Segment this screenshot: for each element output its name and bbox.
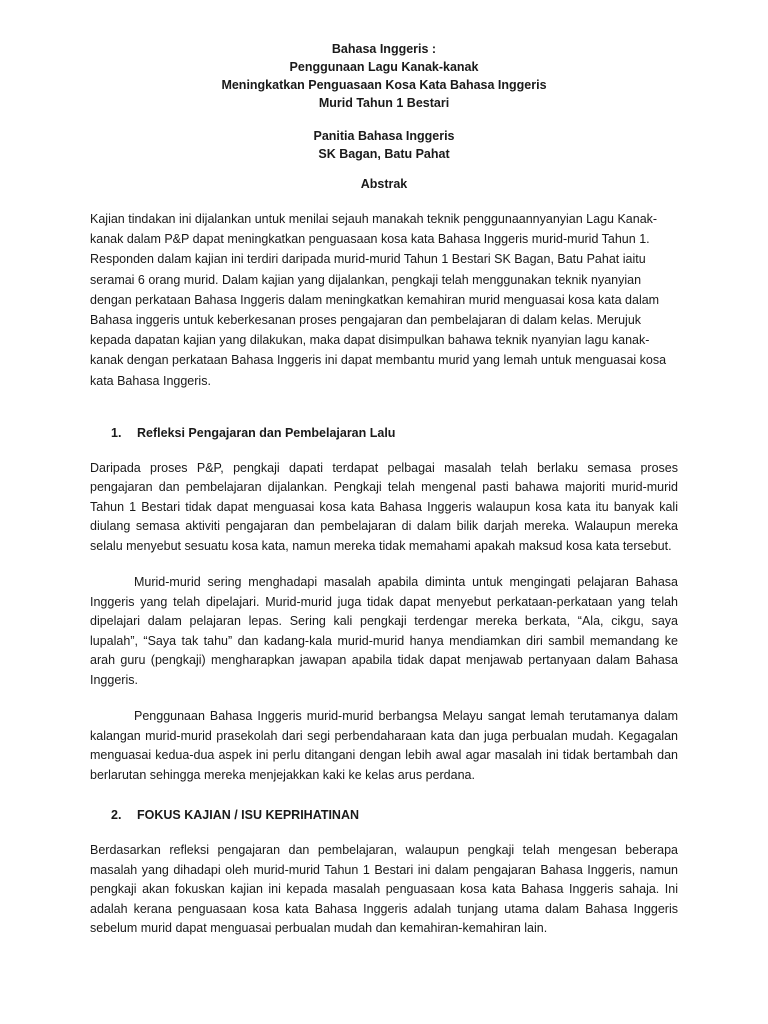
section-2-heading	[90, 806, 678, 824]
section-1-heading	[90, 424, 678, 442]
title-line-4: Murid Tahun 1 Bestari	[318, 96, 450, 110]
section-2-title: FOKUS KAJIAN / ISU KEPRIHATINAN	[137, 808, 360, 823]
abstract-heading: Abstrak	[360, 177, 408, 191]
abstract-text: Kajian tindakan ini dijalankan untuk menilai sejauh manakah teknik penggunaannyanyian Lagu Kanak-kanak dalam P&P dapat meningkatkan penguasaan kosa kata Bahasa Inggeris murid-murid Tahun 1. Responden dalam kajian ini terdiri daripada murid-murid Tahun 1 Bestari SK Bagan, Batu Pahat iaitu seramai 6 orang murid. Dalam kajian yang dijalankan, pengkaji telah menggunakan teknik nyanyian dengan perkataan Bahasa Inggeris dalam meningkatkan kemahiran murid menguasai kosa kata dalam Bahasa inggeris untuk keberkesanan proses pengajaran dan pembelajaran di dalam kelas. Merujuk kepada dapatan kajian yang dilakukan, maka dapat disimpulkan bahawa teknik nyanyian lagu kanak-kanak dengan perkataan Bahasa Inggeris ini dapat membantu murid yang lemah untuk menguasai kosa kata Bahasa Inggeris.	[90, 212, 667, 388]
author-block	[90, 127, 678, 163]
author-line-1: Panitia Bahasa Inggeris	[313, 129, 455, 143]
section-1-paragraph-2: Murid-murid sering menghadapi masalah apabila diminta untuk mengingati pelajaran Bahasa Inggeris yang telah dipelajari. Murid-murid juga tidak dapat menyebut perkataan-perkataan yang telah dipelajari dalam pelajaran lepas. Sering kali pengkaji terdengar mereka berkata, “Ala, cikgu, saya lupalah”, “Saya tak tahu” dan kadang-kala murid-murid hanya mendiamkan diri sambil memandang ke arah guru (pengkaji) mengharapkan jawapan apabila tidak dapat menjawab pertanyaan dalam Bahasa Inggeris.	[90, 575, 678, 687]
title-line-2: Penggunaan Lagu Kanak-kanak	[289, 60, 479, 74]
section-1-paragraph-3: Penggunaan Bahasa Inggeris murid-murid berbangsa Melayu sangat lemah terutamanya dalam kalangan murid-murid prasekolah dari segi perbendaharaan kata dan juga perbualan mudah. Kegagalan menguasai kedua-dua aspek ini perlu ditangani dengan lebih awal agar masalah ini tidak bertambah dan berlarutan sehingga mereka menjejakkan kaki ke kelas arus perdana.	[90, 709, 678, 782]
document-title	[90, 40, 678, 112]
section-1-title: Refleksi Pengajaran dan Pembelajaran Lalu	[137, 425, 396, 440]
section-2-number: 2.	[111, 808, 122, 823]
section-2-paragraph-1: Berdasarkan refleksi pengajaran dan pembelajaran, walaupun pengkaji telah mengesan beberapa masalah yang dihadapi oleh murid-murid Tahun 1 Bestari ini dalam pengajaran Bahasa Inggeris, namun pengkaji akan fokuskan kajian ini kepada masalah penguasaan kosa kata Bahasa Inggeris sahaja. Ini adalah kerana penguasaan kosa kata Bahasa Inggeris adalah tunjang utama dalam Bahasa Inggeris sebelum murid dapat menguasai perbualan mudah dan kemahiran-kemahiran lain.	[90, 843, 678, 936]
section-1-number: 1.	[111, 425, 122, 440]
title-line-3: Meningkatkan Penguasaan Kosa Kata Bahasa Inggeris	[221, 78, 547, 92]
author-line-2: SK Bagan, Batu Pahat	[318, 147, 450, 161]
title-line-1: Bahasa Inggeris :	[331, 42, 437, 56]
section-1-paragraph-1: Daripada proses P&P, pengkaji dapati terdapat pelbagai masalah telah berlaku semasa proses pengajaran dan pembelajaran dijalankan. Pengkaji telah mengenal pasti bahawa majoriti murid-murid Tahun 1 Bestari tidak dapat menguasai kosa kata Bahasa Inggeris walaupun kosa kata itu banyak kali diulang semasa aktiviti pengajaran dan pembelajaran di dalam bilik darjah mereka. Walaupun mereka selalu menyebut sesuatu kosa kata, namun mereka tidak memahami apakah maksud kosa kata tersebut.	[90, 460, 678, 553]
